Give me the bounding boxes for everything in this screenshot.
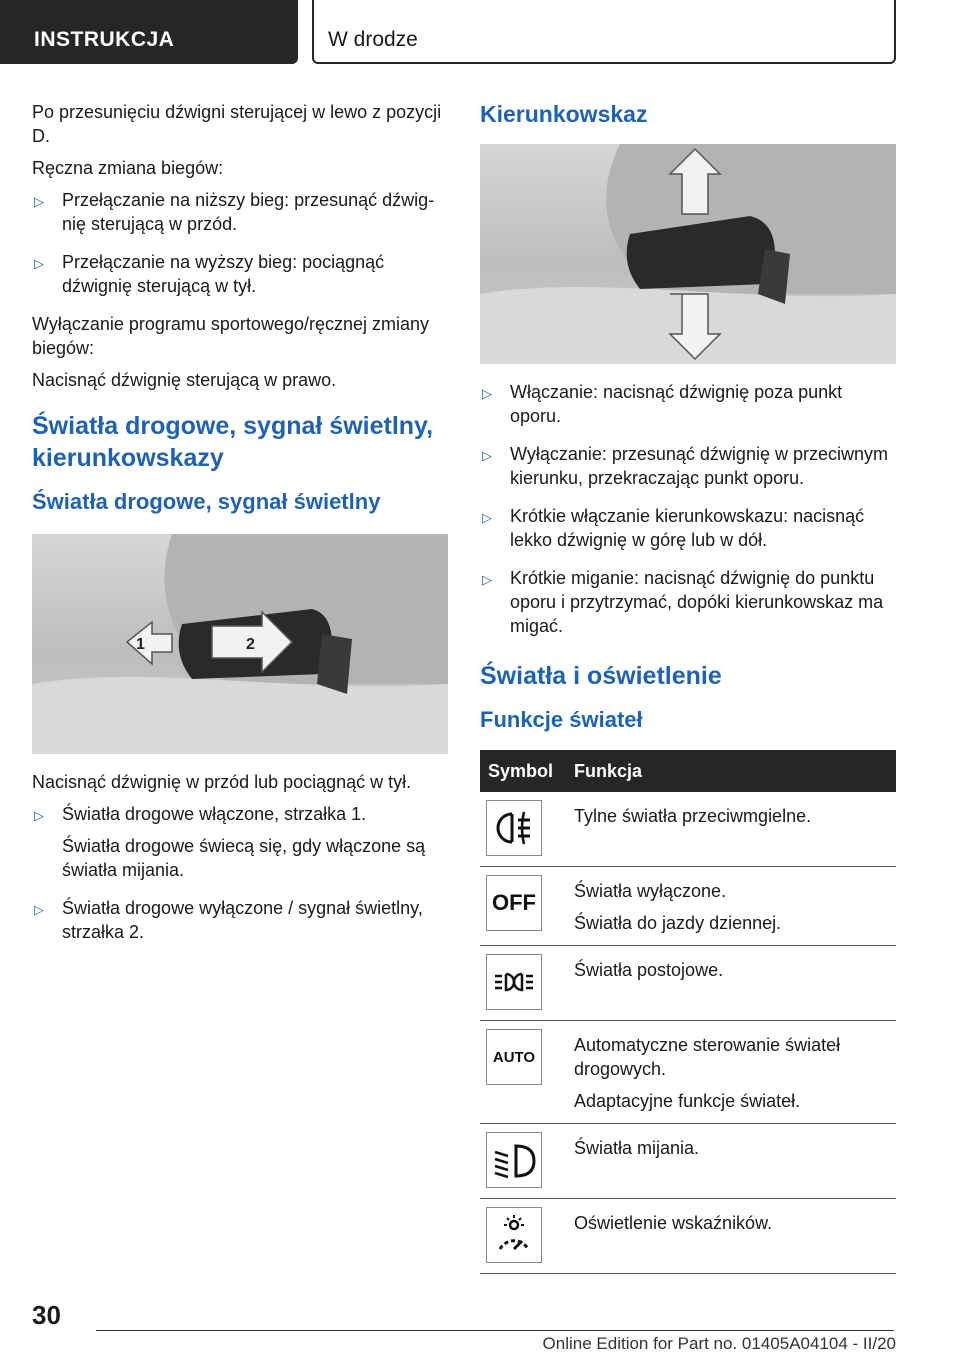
list-item: ▷ Przełączanie na niższy bieg: przesunąć dźwignię sterującą w przód. (34, 190, 435, 234)
left-column (32, 100, 448, 958)
bullet-triangle-icon: ▷ (482, 448, 492, 463)
paragraph: Nacisnąć dźwignię sterującą w prawo. (32, 370, 337, 390)
subsection-heading: Funkcje świateł (480, 707, 643, 732)
turn-signal-illustration (480, 144, 896, 364)
section-heading: Światła i oświetlenie (480, 662, 722, 690)
footer-divider (96, 1330, 894, 1331)
table-row: Tylne światła przeciwmgielne. (480, 792, 896, 867)
bullet-triangle-icon: ▷ (34, 256, 44, 271)
table-row: Światła postojowe. (480, 946, 896, 1021)
bullet-triangle-icon: ▷ (482, 386, 492, 401)
turn-signal-lever-photo (480, 144, 896, 364)
table-row: Oświetlenie wskaźników. (480, 1199, 896, 1274)
lever-illustration (32, 534, 448, 754)
bullet-triangle-icon: ▷ (482, 572, 492, 587)
paragraph: Nacisnąć dźwignię w przód lub pociągnąć w tył. (32, 772, 412, 792)
bullet-triangle-icon: ▷ (34, 902, 44, 917)
list-item: ▷ Włączanie: nacisnąć dźwignię poza punkt oporu. (482, 382, 843, 426)
light-functions-table (480, 750, 896, 1274)
list-item: ▷ Światła drogowe włączone, strzałka 1. Światła drogowe świecą się, gdy włączone są światła mijania. (34, 804, 426, 880)
table-row: Światła mijania. (480, 1124, 896, 1199)
rear-fog-light-icon (486, 800, 542, 856)
subsection-heading: Światła drogowe, sygnał świetlny (32, 489, 381, 514)
lights-off-icon: OFF (486, 875, 542, 931)
list-item: ▷ Krótkie miganie: nacisnąć dźwignię do punktu oporu i przytrzymać, dopóki kierunkowskaz ma migać. (482, 568, 884, 636)
column-header-function: Funkcja (574, 760, 643, 781)
list-item: ▷ Krótkie włączanie kierunkowskazu: nacisnąć lekko dźwignię w górę lub w dół. (482, 506, 865, 550)
instrument-lighting-icon (486, 1207, 542, 1263)
section-heading: Światła drogowe, sygnał świetlny, kierunkowskazy (32, 412, 434, 472)
auto-lights-icon: AUTO (486, 1029, 542, 1085)
table-row: AUTO Automatyczne sterowanie świateł drogowych. Adaptacyjne funkcje świateł. (480, 1021, 896, 1124)
subsection-heading: Kierunkowskaz (480, 101, 648, 127)
right-column (480, 100, 896, 1274)
paragraph: Ręczna zmiana biegów: (32, 158, 224, 178)
list-item: ▷ Wyłączanie: przesunąć dźwignię w przeciwnym kierunku, przekraczając punkt oporu. (482, 444, 888, 488)
list-item: ▷ Światła drogowe wyłączone / sygnał świetlny, strzałka 2. (34, 898, 423, 942)
figure-label-1: 1 (136, 636, 145, 653)
footer-edition: Online Edition for Part no. 01405A04104 - II/20 (542, 1334, 896, 1353)
parking-lights-icon (486, 954, 542, 1010)
high-beam-lever-photo (32, 534, 448, 754)
paragraph: Po przesunięciu dźwigni sterującej w lewo z pozycji D. (32, 102, 442, 146)
bullet-triangle-icon: ▷ (34, 808, 44, 823)
table-header (480, 750, 896, 792)
page-number: 30 (32, 1300, 61, 1330)
low-beam-icon (486, 1132, 542, 1188)
bullet-triangle-icon: ▷ (482, 510, 492, 525)
header-section: INSTRUKCJA (0, 0, 298, 64)
header-chapter: W drodze (312, 0, 896, 64)
paragraph: Wyłączanie programu sportowego/ręcznej zmiany biegów: (32, 314, 430, 358)
list-item: ▷ Przełączanie na wyższy bieg: pociągnąć dźwignię sterującą w tył. (34, 252, 385, 296)
column-header-symbol: Symbol (488, 760, 554, 781)
table-row: OFF Światła wyłączone. Światła do jazdy dziennej. (480, 867, 896, 946)
bullet-triangle-icon: ▷ (34, 194, 44, 209)
figure-label-2: 2 (246, 636, 255, 653)
